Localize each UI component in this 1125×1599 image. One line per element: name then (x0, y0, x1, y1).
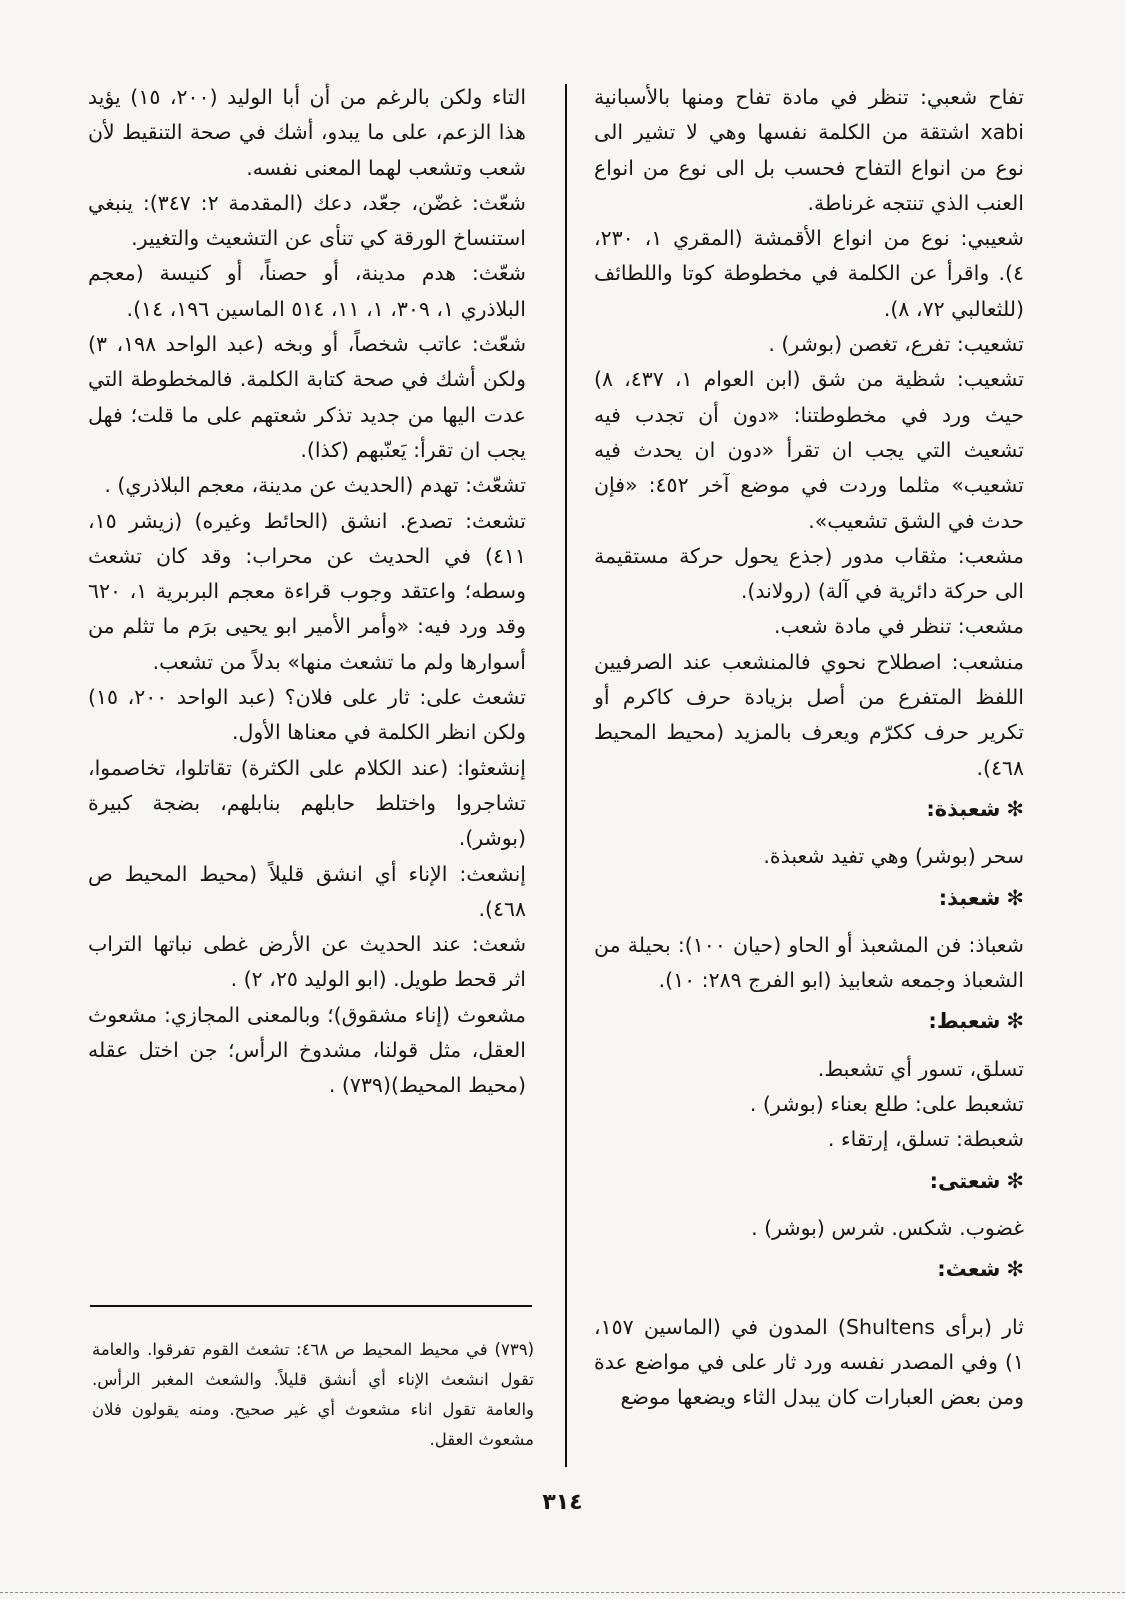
entry-shabat-3: شعبطة: تسلق، إرتقاء . (827, 1127, 1024, 1152)
entry-tashib-2: تشعيب: شظية من شق (ابن العوام ١، ٤٣٧، ٨) حيث ورد في مخطوطتنا: «دون أن تجدب فيه تشعيث التي يجب ان تقرأ «دون ان يحدث فيه تشعيب» مثلما وردت في موضع آخر ٤٥٢: «فإن حدث في الشق تشعيب». (594, 367, 1025, 533)
page-number: ٣١٤ (542, 1490, 583, 1515)
asterisk-icon: ✻ (1006, 1009, 1024, 1034)
column-divider (565, 84, 567, 1467)
entry-inshaathu: إنشعثوا: (عند الكلام على الكثرة) تقاتلوا، تخاصموا، تشاجروا واختلط حابلهم بنابلهم، بضجة كبيرة (بوشر). (88, 755, 526, 851)
entry-inshaath: إنشعث: الإناء أي انشق قليلاً (محيط المحيط ص ٤٦٨). (88, 861, 526, 921)
entry-tashib-1: تشعيب: تفرع، تغصن (بوشر) . (768, 332, 1024, 357)
entry-shuaybi: شعيبي: نوع من انواع الأقمشة (المقري ١، ٢٣٠، ٤). واقرأ عن الكلمة في مخطوطة كوتا واللطائف (للثعالبي ٧٢، ٨). (594, 226, 1024, 321)
entry-tashaath-ala: تشعث على: ثار على فلان؟ (عبد الواحد ٢٠٠، ١٥) ولكن انظر الكلمة في معناها الأول. (88, 685, 526, 745)
heading-shaath: ✻شعث: (937, 1257, 1024, 1282)
footnote: (٧٣٩) في محيط المحيط ص ٤٦٨: تشعث القوم تفرقوا. والعامة تقول انشعث الإناء أي أنشق قليلاً. والشعث المغبر الرأس. والعامة تقول اناء مشعوث أي غير صحيح. ومنه يقولون فلان مشعوث العقل. (92, 1339, 534, 1449)
entry-mishab: مشعب: مثقاب مدور (جذع يحول حركة مستقيمة الى حركة دائرية في آلة) (رولاند). (594, 543, 1024, 604)
asterisk-icon: ✻ (1006, 1168, 1024, 1193)
entry-shaath-wrinkle: شعّث: غضّن، جعّد، دعك (المقدمة ٢: ٣٤٧): ينبغي استنساخ الورقة كي تنأى عن التشعيث والتغيير. (88, 190, 526, 251)
entry-mashab: مشعب: تنظر في مادة شعب. (774, 614, 1024, 639)
asterisk-icon: ✻ (1006, 796, 1024, 821)
heading-shabdha: ✻شعبذة: (926, 796, 1024, 821)
entry-shabat-1: تسلق، تسور أي تشعبط. (817, 1056, 1024, 1081)
entry-shaath: ثار (برأى Shultens) المدون في (الماسين ١٥٧، ١) وفي المصدر نفسه ورد ثار على في مواضع عدة ومن بعض العبارات كان يبدل الثاء ويضعها موضع (594, 1314, 1025, 1410)
asterisk-icon: ✻ (1006, 1257, 1024, 1282)
heading-shabti: ✻شعتى: (929, 1168, 1024, 1193)
entry-shaath-demolish: شعّث: هدم مدينة، أو حصناً، أو كنيسة (معجم البلاذري ١، ٣٠٩، ١، ١١، ٥١٤ الماسين ١٩٦، ١٤). (88, 261, 526, 321)
entry-shabadh: شعباذ: فن المشعبذ أو الحاو (حيان ١٠٠): بحيلة من الشعباذ وجمعه شعابيذ (ابو الفرج ٢٨٩: ١٠). (594, 932, 1024, 993)
heading-shabat: ✻شعبط: (928, 1009, 1024, 1034)
footnote-divider (90, 1305, 532, 1307)
entry-mashuth: مشعوث (إناء مشقوق)؛ وبالمعنى المجازي: مشعوث العقل، مثل قولنا، مشدوخ الرأس؛ جن اختل عقله (محيط المحيط)(٧٣٩) . (88, 1002, 526, 1098)
entry-tuffah-shabi: تفاح شعبي: تنظر في مادة تفاح ومنها بالأسبانية xabi اشتقة من الكلمة نفسها وهي لا تشير الى نوع من انواع التفاح فحسب بل الى نوع من انواع العنب الذي تنتجه غرناطة. (594, 85, 1024, 215)
entry-shaath-reproach: شعّث: عاتب شخصاً، أو وبخه (عبد الواحد ١٩٨، ٣) ولكن أشك في صحة كتابة الكلمة. فالمخطوطة التي عدت اليها من جديد تذكر شعتهم على ما قلت؛ فهل يجب ان تقرأ: يَعنّبهم (كذا). (88, 332, 527, 462)
right-column (594, 80, 1024, 1415)
entry-tashaath-1: تشعّث: تهدم (الحديث عن مدينة، معجم البلاذري) . (104, 473, 526, 498)
heading-shabadh: ✻شعبذ: (938, 885, 1024, 910)
entry-munshaib: منشعب: اصطلاح نحوي فالمنشعب عند الصرفيين اللفظ المتفرع من أصل بزيادة حرف كاكرم أو تكرير حرف ككرّم ويعرف بالمزيد (محيط المحيط ٤٦٨). (594, 649, 1024, 780)
left-column (88, 80, 526, 1104)
entry-shabti: غضوب. شكس. شرس (بوشر) . (751, 1215, 1024, 1240)
entry-shaith: شعث: عند الحديث عن الأرض غطى نباتها التراب اثر قحط طويل. (ابو الوليد ٢٥، ٢) . (88, 932, 526, 992)
scan-edge (0, 1592, 1125, 1593)
entry-continuation: التاء ولكن بالرغم من أن أبا الوليد (٢٠٠، ١٥) يؤيد هذا الزعم، على ما يبدو، أشك في صحة التنقيط لأن شعب وتشعب لهما المعنى نفسه. (88, 85, 527, 180)
entry-shabat-2: تشعبط على: طلع بعناء (بوشر) . (749, 1092, 1024, 1117)
asterisk-icon: ✻ (1006, 885, 1024, 910)
entry-shabdha: سحر (بوشر) وهي تفيد شعبذة. (763, 844, 1024, 869)
entry-tashaath-2: تشعث: تصدع. انشق (الحائط وغيره) (زيشر ١٥، ٤١١) في الحديث عن محراب: وقد كان تشعث وسطه؛ واعتقد وجوب قراءة معجم البربرية ١، ٦٢٠ وقد ورد فيه: «وأمر الأمير ابو يحيى برَم ما تثلم من أسوارها ولم ما تشعث منها» بدلاً من تشعب. (88, 508, 527, 674)
